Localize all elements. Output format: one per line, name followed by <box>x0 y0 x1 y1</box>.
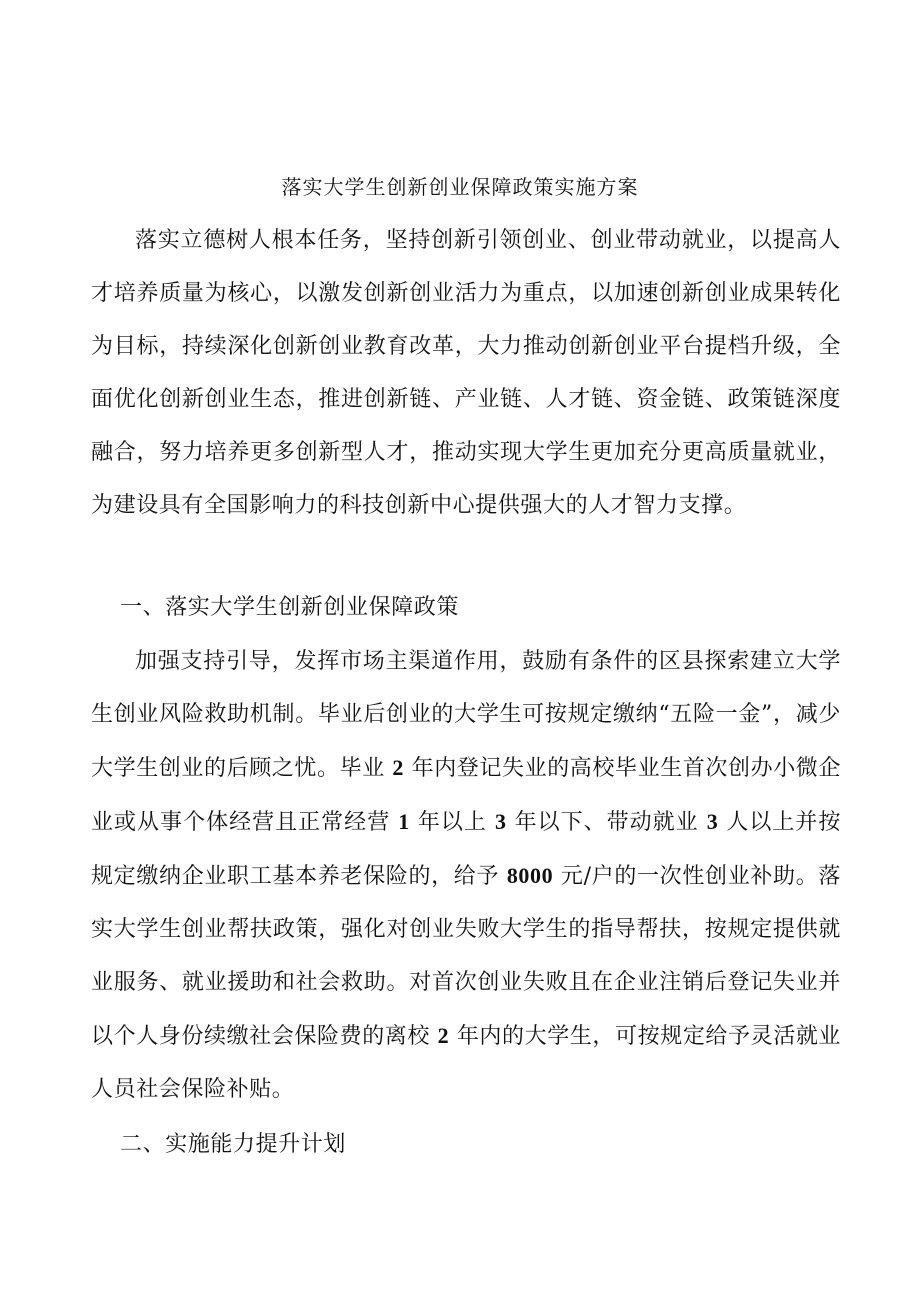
section-1-text-f: 元/户的一次性创业补助。落实大学生创业帮扶政策，强化对创业失败大学生的指导帮扶，按规定提供就业服务、就业援助和社会救助。对首次创业失败且在企业注销后登记失业并以个人身份续缴社会保险费的离校 <box>91 864 841 1049</box>
section-1-text-d: 年以下、带动就业 <box>514 810 699 835</box>
section-1-heading: 一、落实大学生创新创业保障政策 <box>120 595 460 620</box>
section-1-number: 2 <box>392 755 405 780</box>
section-1-number: 3 <box>706 809 719 834</box>
section-1-text-g: 年内的大学生，可按规定给予灵活就业人员社会保险补贴。 <box>91 1024 842 1102</box>
section-1-text-e: 人以上并按规定缴纳企业职工基本养老保险的，给予 <box>91 810 842 889</box>
section-1-number: 1 <box>398 809 410 834</box>
section-1-number: 8000 <box>506 863 554 888</box>
section-2-heading: 二、实施能力提升计划 <box>120 1132 347 1157</box>
section-1-paragraph <box>91 635 841 1116</box>
section-1-text-b: 年内登记失业的高校毕业生首次创办小微企业或从事个体经营且正常经营 <box>91 756 842 835</box>
intro-paragraph: 落实立德树人根本任务，坚持创新引领创业、创业带动就业，以提高人才培养质量为核心，以激发创新创业活力为重点，以加速创新创业成果转化为目标，持续深化创新创业教育改革，大力推动创新创业平台提档升级，全面优化创新创业生态，推进创新链、产业链、人才链、资金链、政策链深度融合，努力培养更多创新型人才，推动实现大学生更加充分更高质量就业，为建设具有全国影响力的科技创新中心提供强大的人才智力支撑。 <box>91 228 841 518</box>
section-1-text-a: 加强支持引导，发挥市场主渠道作用，鼓励有条件的区县探索建立大学生创业风险救助机制。毕业后创业的大学生可按规定缴纳“五险一金”，减少大学生创业的后顾之忧。毕业 <box>91 649 841 781</box>
section-1-number: 3 <box>494 809 507 834</box>
section-1-text-c: 年以上 <box>417 810 487 835</box>
document-title: 落实大学生创新创业保障政策实施方案 <box>281 175 639 199</box>
section-1-number: 2 <box>437 1023 450 1048</box>
